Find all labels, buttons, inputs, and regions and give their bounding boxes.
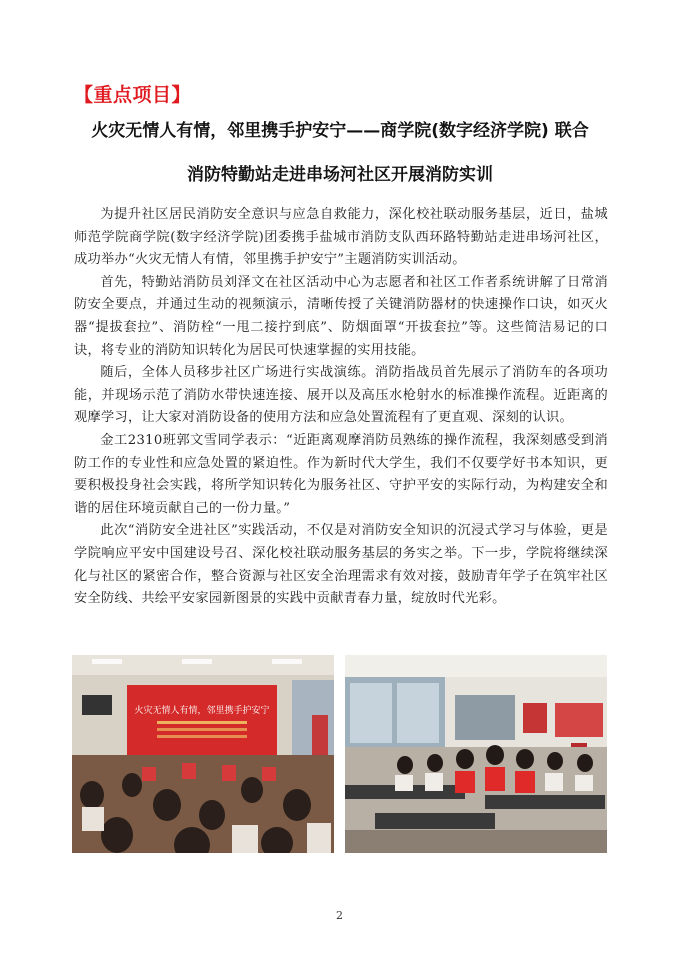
paragraph-4: 金工2310班郭文雪同学表示：“近距离观摩消防员熟练的操作流程，我深刻感受到消防工作的专业性和应急处置的紧迫性。作为新时代大学生，我们不仅要学好书本知识，更要积极投身社会实践，将所学知识转化为服务社区、守护平安的实际行动，为构建安全和谐的居住环境贡献自己的一份力量。” [74,432,608,516]
section-tag: 【重点项目】 [74,84,192,106]
page-number: 2 [336,909,343,922]
paragraph-3: 随后，全体人员移步社区广场进行实战演练。消防指战员首先展示了消防车的各项功能，并现场示范了消防水带快速连接、展开以及高压水枪射水的标准操作流程。近距离的观摩学习，让大家对消防设备的使用方法和应急处置流程有了更直观、深刻的认识。 [74,365,608,426]
paragraph-1: 为提升社区居民消防安全意识与应急自救能力，深化校社联动服务基层，近日，盐城师范学院商学院(数字经济学院)团委携手盐城市消防支队西环路特勤站走进串场河社区，成功举办“火灾无情人有情，邻里携手护安宁”主题消防实训活动。 [74,207,608,268]
title-line-2: 消防特勤站走进串场河社区开展消防实训 [187,165,493,185]
photo-lecture-hall [72,655,334,853]
paragraph-5: 此次“消防安全进社区”实践活动，不仅是对消防安全知识的沉浸式学习与体验，更是学院响应平安中国建设号召、深化校社联动服务基层的务实之举。下一步，学院将继续深化与社区的紧密合作，整合资源与社区安全治理需求有效对接，鼓励青年学子在筑牢社区安全防线、共绘平安家园新图景的实践中贡献青春力量，绽放时代光彩。 [74,523,608,607]
photo-classroom [345,655,607,853]
title-line-1: 火灾无情人有情，邻里携手护安宁——商学院(数字经济学院) 联合 [91,121,589,141]
paragraph-2: 首先，特勤站消防员刘泽文在社区活动中心为志愿者和社区工作者系统讲解了日常消防安全要点，并通过生动的视频演示，清晰传授了关键消防器材的快速操作口诀，如灭火器“提拔套拉”、消防栓“一甩二接拧到底”、防烟面罩“开拔套拉”等。这些简洁易记的口诀，将专业的消防知识转化为居民可快速掌握的实用技能。 [74,274,608,358]
screen-banner-text: 火灾无情人有情，邻里携手护安宁 [134,706,270,716]
article-body [74,204,608,611]
